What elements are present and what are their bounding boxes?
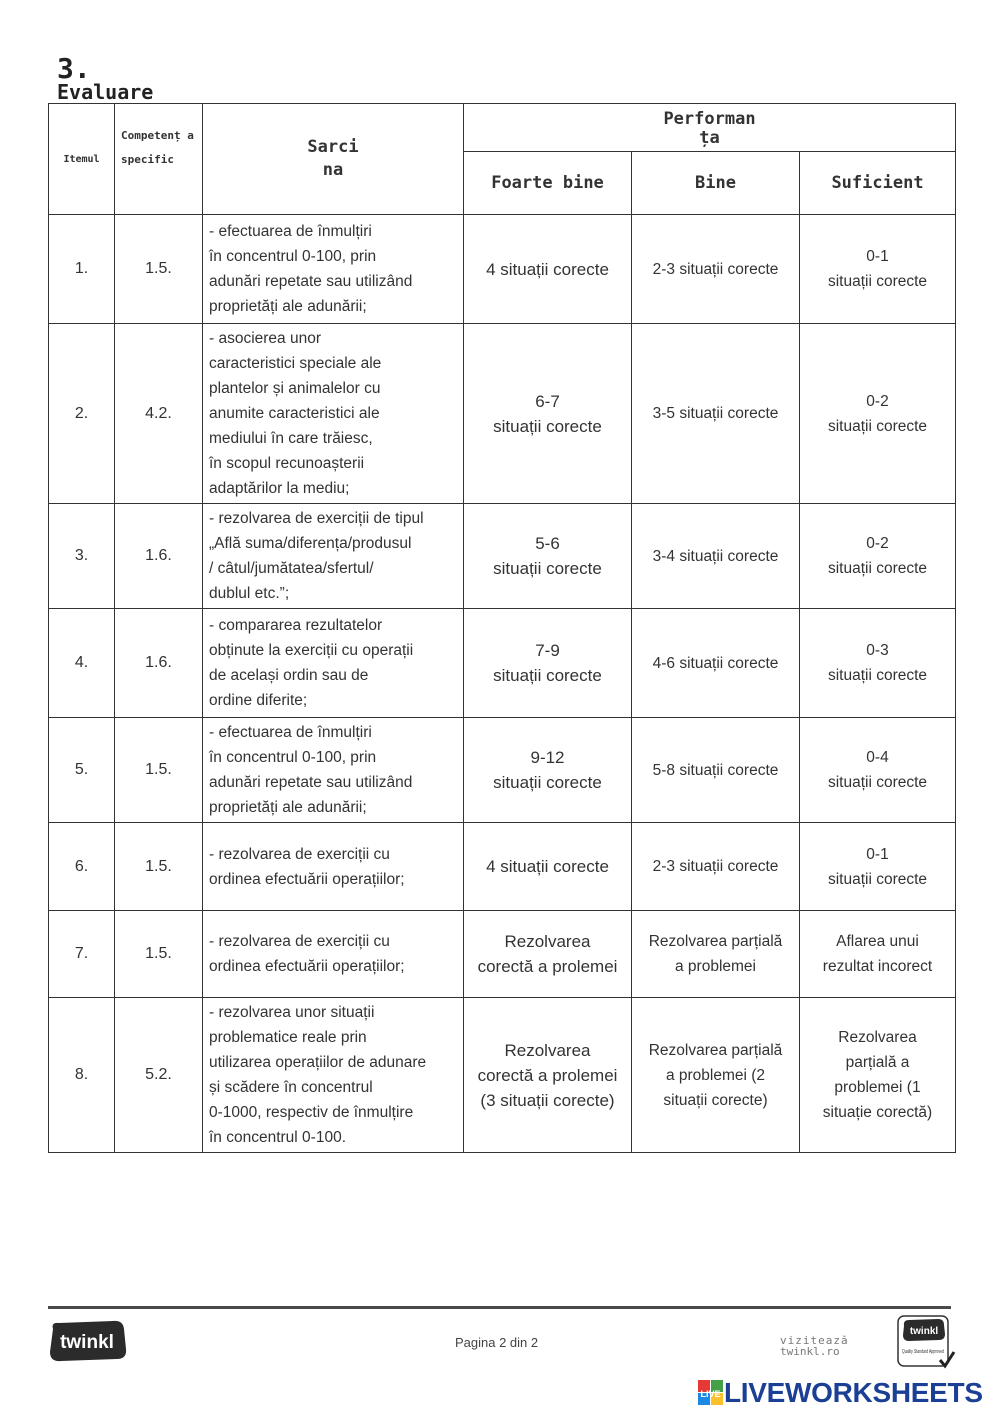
header-task-text: Sarci na — [307, 137, 359, 180]
row-sufficient: 0-2 situații corecte — [800, 504, 956, 609]
row-competence: 1.6. — [115, 504, 203, 609]
liveworksheets-logo-icon — [698, 1380, 724, 1406]
row-good: 2-3 situații corecte — [632, 823, 800, 911]
visit-url-clipped: twinkl.ro — [780, 1345, 840, 1358]
row-good: Rezolvarea parțială a problemei (2 situații corecte) — [632, 998, 800, 1153]
row-number: 8. — [49, 998, 115, 1153]
header-performance-text — [464, 110, 955, 146]
section-heading-clipped: Evaluare — [57, 80, 154, 104]
row-task: - asocierea unor caracteristici speciale ale plantelor și animalelor cu anumite caracteristici ale mediului în care trăiesc, în scopul recunoașterii adaptărilor la mediu; — [203, 324, 464, 504]
header-task — [203, 104, 464, 215]
row-very-good: Rezolvarea corectă a prolemei (3 situații corecte) — [464, 998, 632, 1153]
row-number: 7. — [49, 911, 115, 998]
row-good: Rezolvarea parțială a problemei — [632, 911, 800, 998]
row-sufficient: Aflarea unui rezultat incorect — [800, 911, 956, 998]
row-very-good: 6-7 situații corecte — [464, 324, 632, 504]
row-number: 6. — [49, 823, 115, 911]
table-row — [49, 609, 956, 718]
row-sufficient: 0-3 situații corecte — [800, 609, 956, 718]
table-row — [49, 998, 956, 1153]
row-very-good: 4 situații corecte — [464, 823, 632, 911]
row-sufficient: 0-1 situații corecte — [800, 823, 956, 911]
row-number: 5. — [49, 718, 115, 823]
row-very-good: 9-12 situații corecte — [464, 718, 632, 823]
liveworksheets-logo-text: LIVE — [700, 1389, 721, 1399]
row-task: - rezolvarea unor situații problematice reale prin utilizarea operațiilor de adunare și scădere în concentrul 0-1000, respectiv de înmulțire în concentrul 0-100. — [203, 998, 464, 1153]
badge-caption: Quality Standard Approved — [902, 1349, 945, 1355]
table-row — [49, 718, 956, 823]
row-good: 2-3 situații corecte — [632, 215, 800, 324]
row-good: 3-4 situații corecte — [632, 504, 800, 609]
row-competence: 5.2. — [115, 998, 203, 1153]
twinkl-logo-text: twinkl — [60, 1332, 114, 1353]
section-number: 3. — [57, 52, 91, 85]
row-task: - efectuarea de înmulțiri în concentrul 0-100, prin adunări repetate sau utilizând proprietăți ale adunării; — [203, 718, 464, 823]
row-task: - efectuarea de înmulțiri în concentrul 0-100, prin adunări repetate sau utilizând proprietăți ale adunării; — [203, 215, 464, 324]
table-row — [49, 504, 956, 609]
twinkl-logo — [47, 1319, 127, 1363]
quality-badge-icon — [896, 1314, 956, 1370]
header-sufficient: Suficient — [800, 152, 956, 215]
row-competence: 1.5. — [115, 823, 203, 911]
row-competence: 1.5. — [115, 718, 203, 823]
row-good: 4-6 situații corecte — [632, 609, 800, 718]
page-number: Pagina 2 din 2 — [455, 1335, 539, 1350]
evaluation-table — [48, 103, 956, 1153]
row-task: - rezolvarea de exerciții cu ordinea efectuării operațiilor; — [203, 823, 464, 911]
header-competence-text: Competenț a specific — [121, 129, 194, 166]
row-very-good: 5-6 situații corecte — [464, 504, 632, 609]
table-row — [49, 911, 956, 998]
liveworksheets-watermark — [698, 1377, 983, 1409]
row-sufficient: Rezolvarea parțială a problemei (1 situație corectă) — [800, 998, 956, 1153]
row-very-good: Rezolvarea corectă a prolemei — [464, 911, 632, 998]
badge-brand: twinkl — [909, 1326, 939, 1337]
header-performance — [464, 104, 956, 152]
row-competence: 4.2. — [115, 324, 203, 504]
header-performance-label: Performan ța — [663, 108, 756, 148]
header-competence — [115, 104, 203, 215]
header-item: Itemul — [49, 104, 115, 215]
row-competence: 1.5. — [115, 911, 203, 998]
table-row — [49, 823, 956, 911]
row-number: 1. — [49, 215, 115, 324]
row-number: 3. — [49, 504, 115, 609]
footer-divider — [48, 1306, 951, 1309]
visit-label: vizitează — [780, 1334, 849, 1347]
header-very-good: Foarte bine — [464, 152, 632, 215]
row-task: - compararea rezultatelor obținute la exerciții cu operații de același ordin sau de ordine diferite; — [203, 609, 464, 718]
row-number: 4. — [49, 609, 115, 718]
row-competence: 1.5. — [115, 215, 203, 324]
liveworksheets-wordmark: LIVEWORKSHEETS — [724, 1377, 983, 1408]
row-very-good: 4 situații corecte — [464, 215, 632, 324]
table-row — [49, 324, 956, 504]
row-good: 3-5 situații corecte — [632, 324, 800, 504]
row-task: - rezolvarea de exerciții cu ordinea efectuării operațiilor; — [203, 911, 464, 998]
row-task: - rezolvarea de exerciții de tipul „Află suma/diferența/produsul / câtul/jumătatea/sfertul/ dublul etc.”; — [203, 504, 464, 609]
header-good: Bine — [632, 152, 800, 215]
table-row — [49, 215, 956, 324]
row-sufficient: 0-4 situații corecte — [800, 718, 956, 823]
row-very-good: 7-9 situații corecte — [464, 609, 632, 718]
row-competence: 1.6. — [115, 609, 203, 718]
row-sufficient: 0-1 situații corecte — [800, 215, 956, 324]
row-good: 5-8 situații corecte — [632, 718, 800, 823]
row-number: 2. — [49, 324, 115, 504]
row-sufficient: 0-2 situații corecte — [800, 324, 956, 504]
